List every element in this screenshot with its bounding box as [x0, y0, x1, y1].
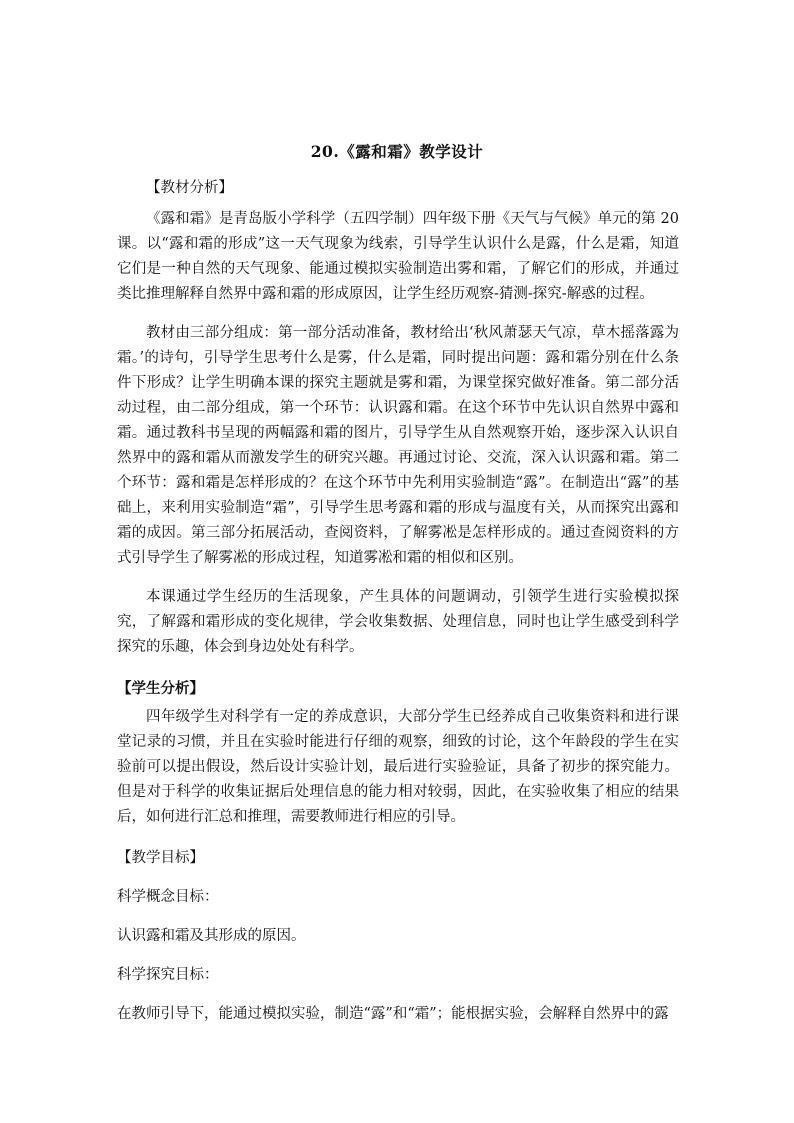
textbook-analysis-paragraph-2: 教材由三部分组成：第一部分活动准备，教材给出‘秋风萧瑟天气凉，草木摇落露为霜。’的诗句，引导学生思考什么是雾，什么是霜，同时提出问题：露和霜分别在什么条件下形成？让学生明确本课的探究主题就是雾和霜，为课堂探究做好准备。第二部分活动过程，由二部分组成，第一个环节：认识露和霜。在这个环节中先认识自然界中露和霜。通过教科书呈现的两幅露和霜的图片，引导学生从自然观察开始，逐步深入认识自然界中的露和霜从而激发学生的研究兴趣。再通过讨论、交流，深入认识露和霜。第二个环节：露和霜是怎样形成的？在这个环节中先利用实验制造“露”。在制造出“露”的基础上，来利用实验制造“霜”，引导学生思考露和霜的形成与温度有关，从而探究出露和霜的成因。第三部分拓展活动，查阅资料，了解雾凇是怎样形成的。通过查阅资料的方式引导学生了解雾凇的形成过程，知道雾凇和霜的相似和区别。 [117, 325, 679, 566]
student-analysis-paragraph: 四年级学生对科学有一定的养成意识，大部分学生已经养成自己收集资料和进行课堂记录的习惯，并且在实验时能进行仔细的观察，细致的讨论，这个年龄段的学生在实验前可以提出假设，然后设计实验计划，最后进行实验验证，具备了初步的探究能力。但是对于科学的收集证据后处理信息的能力相对较弱，因此，在实验收集了相应的结果后，如何进行汇总和推理，需要教师进行相应的引导。 [117, 709, 679, 825]
student-analysis-heading: 【学生分析】 [117, 680, 204, 697]
textbook-analysis-heading: 【教材分析】 [146, 180, 233, 196]
science-concept-goal-text: 认识露和霜及其形成的原因。 [117, 928, 306, 944]
textbook-analysis-paragraph-1: 《露和霜》是青岛版小学科学（五四学制）四年级下册《天气与气候》单元的第 20 课。以“露和霜的形成”这一天气现象为线索，引导学生认识什么是露，什么是霜，知道它们是一种自然的天气现象、能通过模拟实验制造出雾和霜，了解它们的形成，并通过类比推理解释自然界中露和霜的形成原因，让学生经历观察-猜测-探究-解惑的过程。 [117, 211, 679, 302]
document-body [117, 176, 679, 1027]
textbook-analysis-paragraph-3: 本课通过学生经历的生活现象，产生具体的问题调动，引领学生进行实验模拟探究，了解露和霜形成的变化规律，学会收集数据、处理信息，同时也让学生感受到科学探究的乐趣，体会到身边处处有科学。 [117, 589, 679, 655]
science-concept-goal-label: 科学概念目标： [117, 889, 219, 905]
science-inquiry-goal-label: 科学探究目标： [117, 967, 219, 983]
science-inquiry-goal-text: 在教师引导下，能通过模拟实验，制造“露”和“霜”；能根据实验，会解释自然界中的露 [117, 1006, 669, 1022]
teaching-goals-heading: 【教学目标】 [117, 850, 204, 866]
document-title: 20.《露和霜》教学设计 [310, 142, 484, 161]
